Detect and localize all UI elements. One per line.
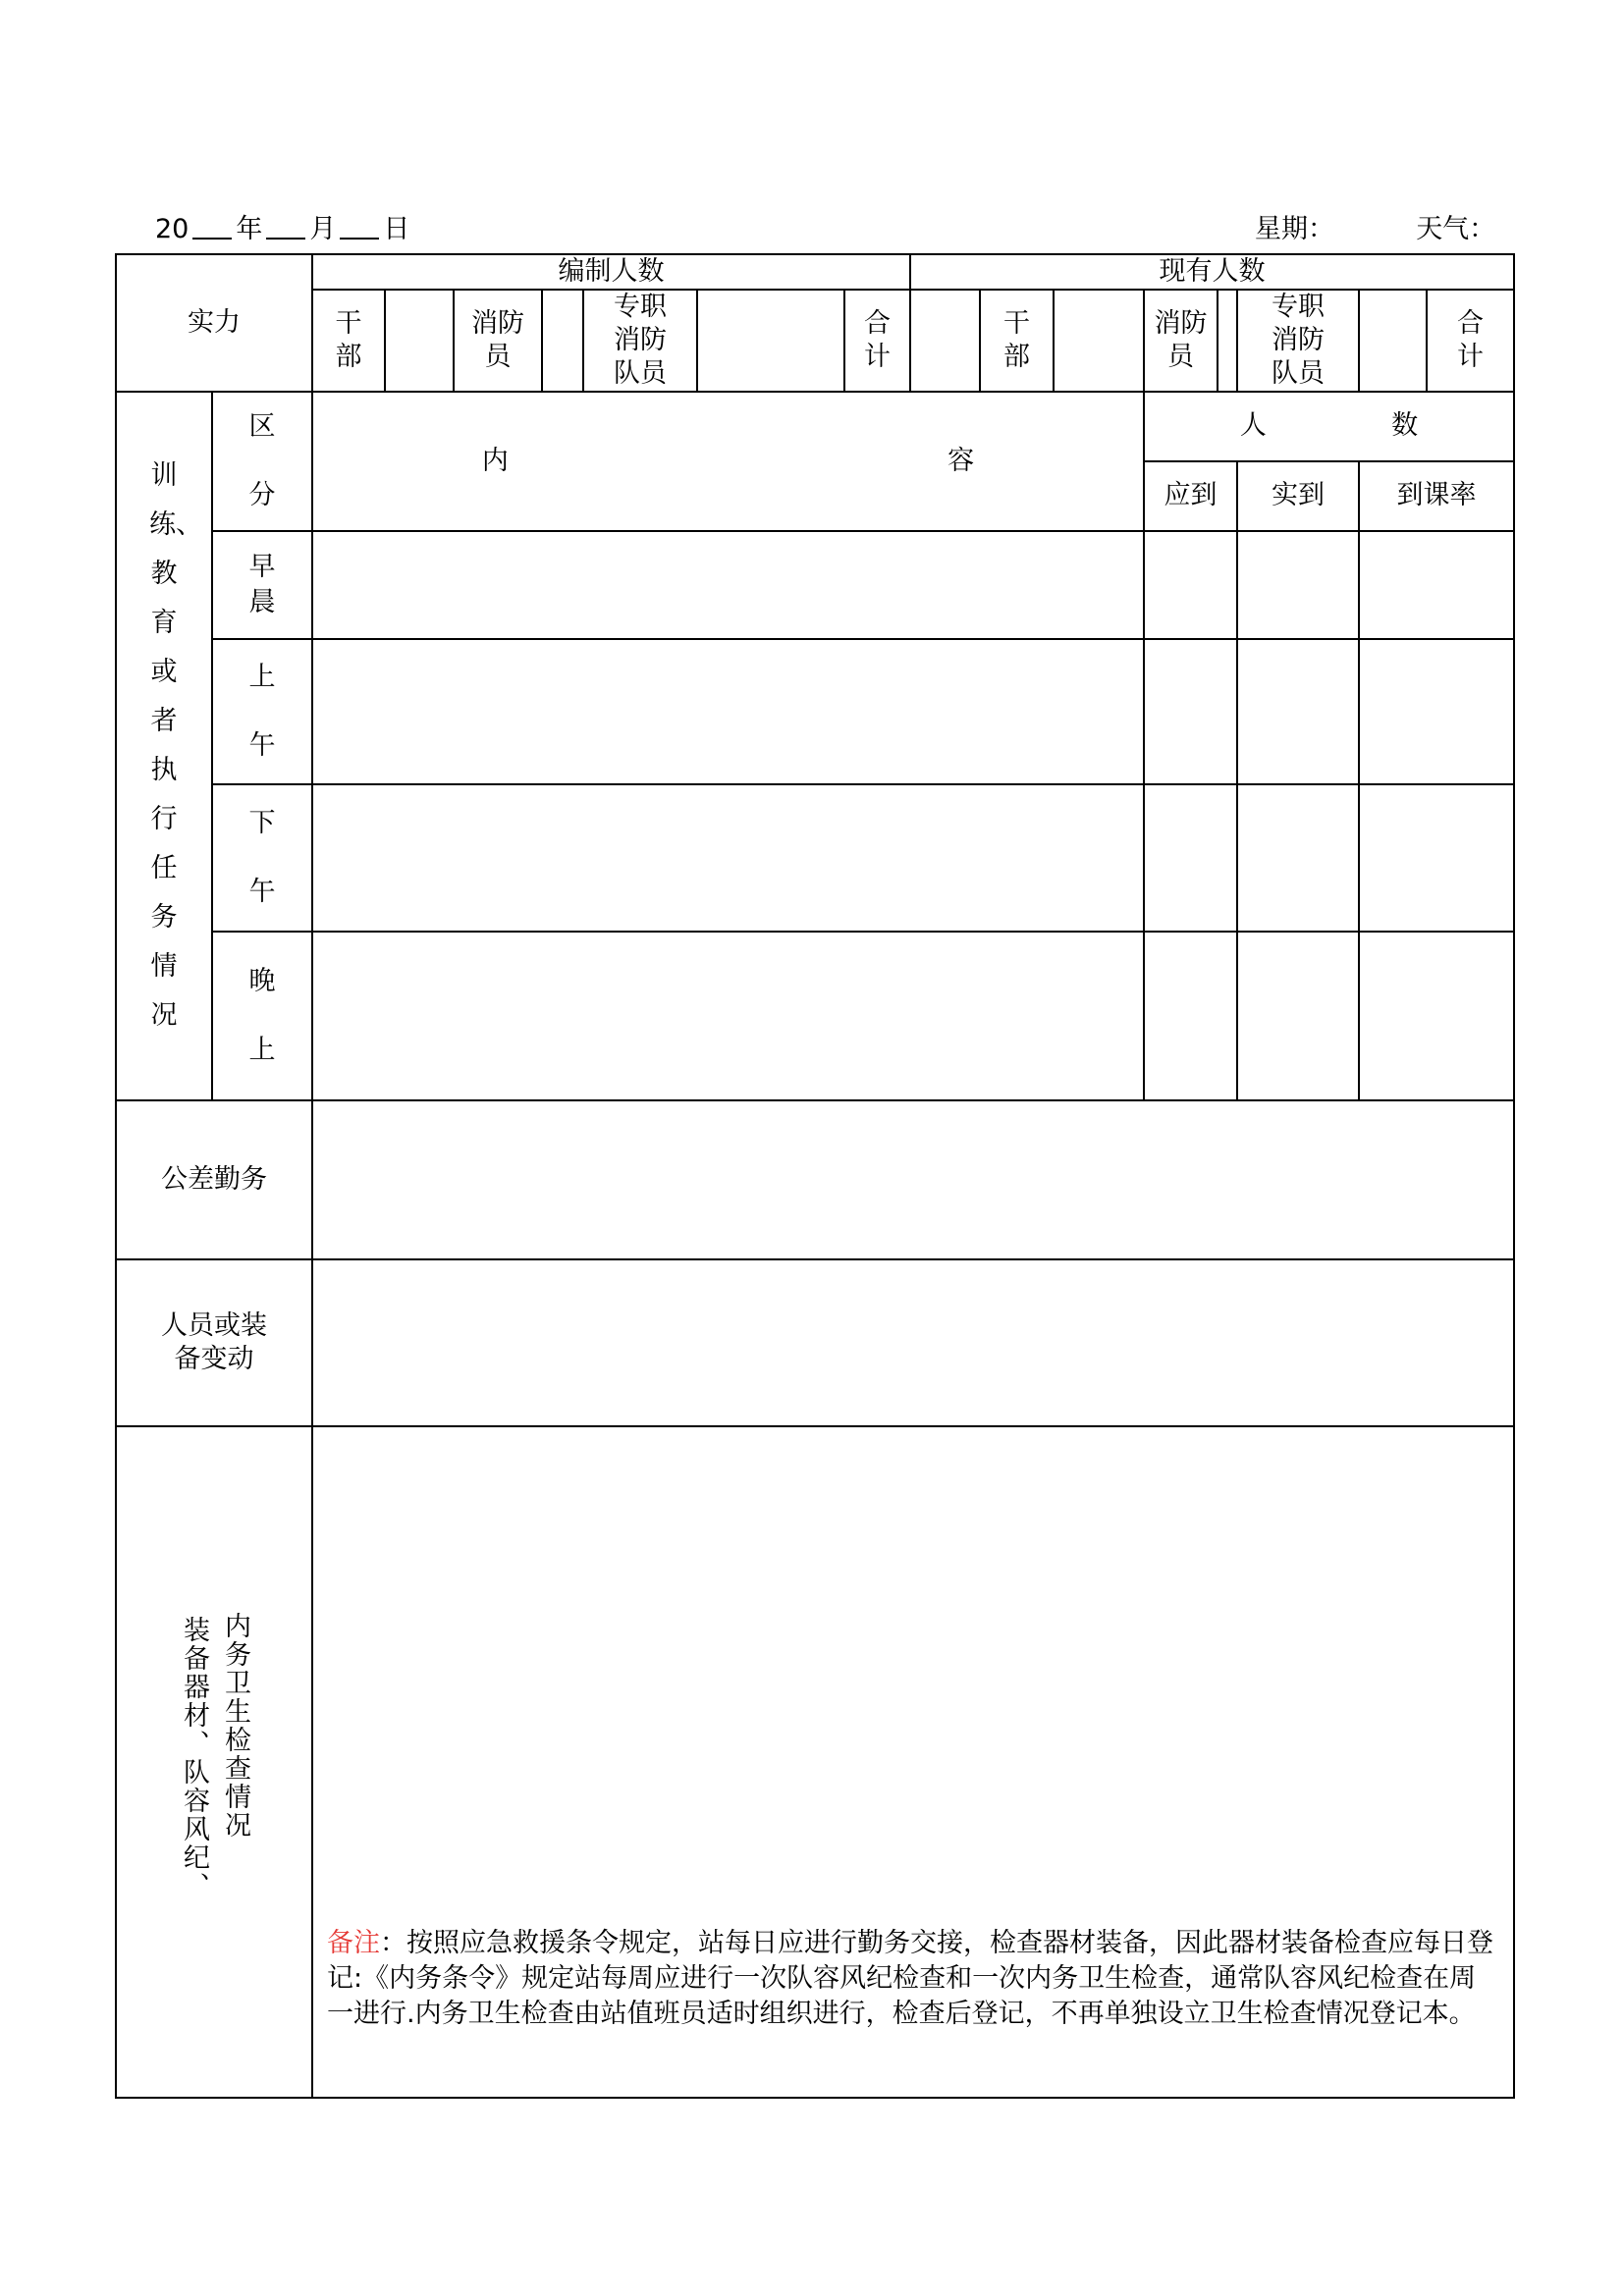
evening-actual[interactable] — [1237, 932, 1359, 1100]
note-text: ：按照应急救援条令规定，站每日应进行勤务交接，检查器材装备，因此器材装备检查应每日登记:《内务条令》规定站每周应进行一次队容风纪检查和一次内务卫生检查，通常队容风纪检查在周一进行.内务卫生检查由站值班员适时组织进行，检查后登记，不再单独设立卫生检查情况登记本。 — [327, 1927, 1493, 2029]
auth-firefighter-label: 消防员 — [454, 290, 542, 392]
cur-fulltime-value[interactable] — [1359, 290, 1427, 392]
weather-label: 天气： — [1416, 214, 1496, 244]
evening-expected[interactable] — [1144, 932, 1237, 1100]
cur-cadre-value[interactable] — [1054, 290, 1144, 392]
afternoon-content[interactable] — [312, 784, 1144, 932]
auth-fulltime-value[interactable] — [697, 290, 844, 392]
duty-content[interactable] — [312, 1100, 1514, 1259]
morning-actual[interactable] — [1237, 531, 1359, 639]
cur-firefighter-label: 消防员 — [1144, 290, 1218, 392]
forenoon-rate[interactable] — [1359, 639, 1514, 784]
content-label-b: 容 — [947, 445, 975, 476]
year-suffix: 年 — [236, 214, 263, 244]
inspection-content[interactable] — [312, 1426, 1514, 2098]
section-label: 区分 — [212, 392, 312, 531]
month-suffix: 月 — [309, 214, 337, 244]
period-forenoon: 上午 — [212, 639, 312, 784]
auth-total-label: 合计 — [844, 290, 910, 392]
content-label-a: 内 — [481, 445, 509, 476]
people-label-b: 数 — [1391, 410, 1419, 442]
forenoon-actual[interactable] — [1237, 639, 1359, 784]
inspection-label — [116, 1426, 312, 2098]
duty-log-table — [115, 253, 1515, 2099]
training-side-label: 训练、教育或者执行任务情况 — [116, 392, 212, 1100]
strength-label: 实力 — [116, 254, 312, 392]
content-header — [312, 392, 1144, 531]
authorized-title: 编制人数 — [312, 254, 910, 290]
afternoon-actual[interactable] — [1237, 784, 1359, 932]
day-suffix: 日 — [383, 214, 410, 244]
evening-rate[interactable] — [1359, 932, 1514, 1100]
weekday-weather-line — [1255, 208, 1495, 251]
evening-content[interactable] — [312, 932, 1144, 1100]
month-blank[interactable] — [266, 212, 305, 240]
duty-label: 公差勤务 — [116, 1100, 312, 1259]
year-blank[interactable] — [192, 212, 232, 240]
weekday-label: 星期： — [1255, 214, 1334, 244]
auth-fulltime-label: 专职消防队员 — [583, 290, 697, 392]
period-afternoon: 下午 — [212, 784, 312, 932]
note-label: 备注 — [327, 1927, 380, 1958]
period-morning: 早晨 — [212, 531, 312, 639]
forenoon-expected[interactable] — [1144, 639, 1237, 784]
period-evening: 晚上 — [212, 932, 312, 1100]
cur-fulltime-label: 专职消防队员 — [1237, 290, 1359, 392]
current-title: 现有人数 — [910, 254, 1514, 290]
cur-cadre-label: 干部 — [980, 290, 1054, 392]
attendance-rate-header: 到课率 — [1359, 461, 1514, 531]
people-header — [1144, 392, 1514, 461]
forenoon-content[interactable] — [312, 639, 1144, 784]
auth-cadre-label: 干部 — [312, 290, 385, 392]
changes-label: 人员或装备变动 — [116, 1259, 312, 1426]
morning-content[interactable] — [312, 531, 1144, 639]
auth-cadre-value[interactable] — [385, 290, 454, 392]
date-line — [155, 208, 409, 251]
changes-content[interactable] — [312, 1259, 1514, 1426]
cur-firefighter-value[interactable] — [1218, 290, 1237, 392]
day-blank[interactable] — [340, 212, 379, 240]
auth-total-value[interactable] — [910, 290, 980, 392]
year-prefix: 20 — [155, 214, 189, 244]
morning-rate[interactable] — [1359, 531, 1514, 639]
people-label-a: 人 — [1239, 410, 1267, 442]
afternoon-rate[interactable] — [1359, 784, 1514, 932]
inspection-label-col1: 装备器材、队容风纪、 — [179, 1615, 209, 1900]
afternoon-expected[interactable] — [1144, 784, 1237, 932]
actual-header: 实到 — [1237, 461, 1359, 531]
cur-total-label: 合计 — [1427, 290, 1514, 392]
inspection-label-col2: 内务卫生检查情况 — [220, 1611, 250, 1840]
expected-header: 应到 — [1144, 461, 1237, 531]
morning-expected[interactable] — [1144, 531, 1237, 639]
auth-firefighter-value[interactable] — [542, 290, 583, 392]
